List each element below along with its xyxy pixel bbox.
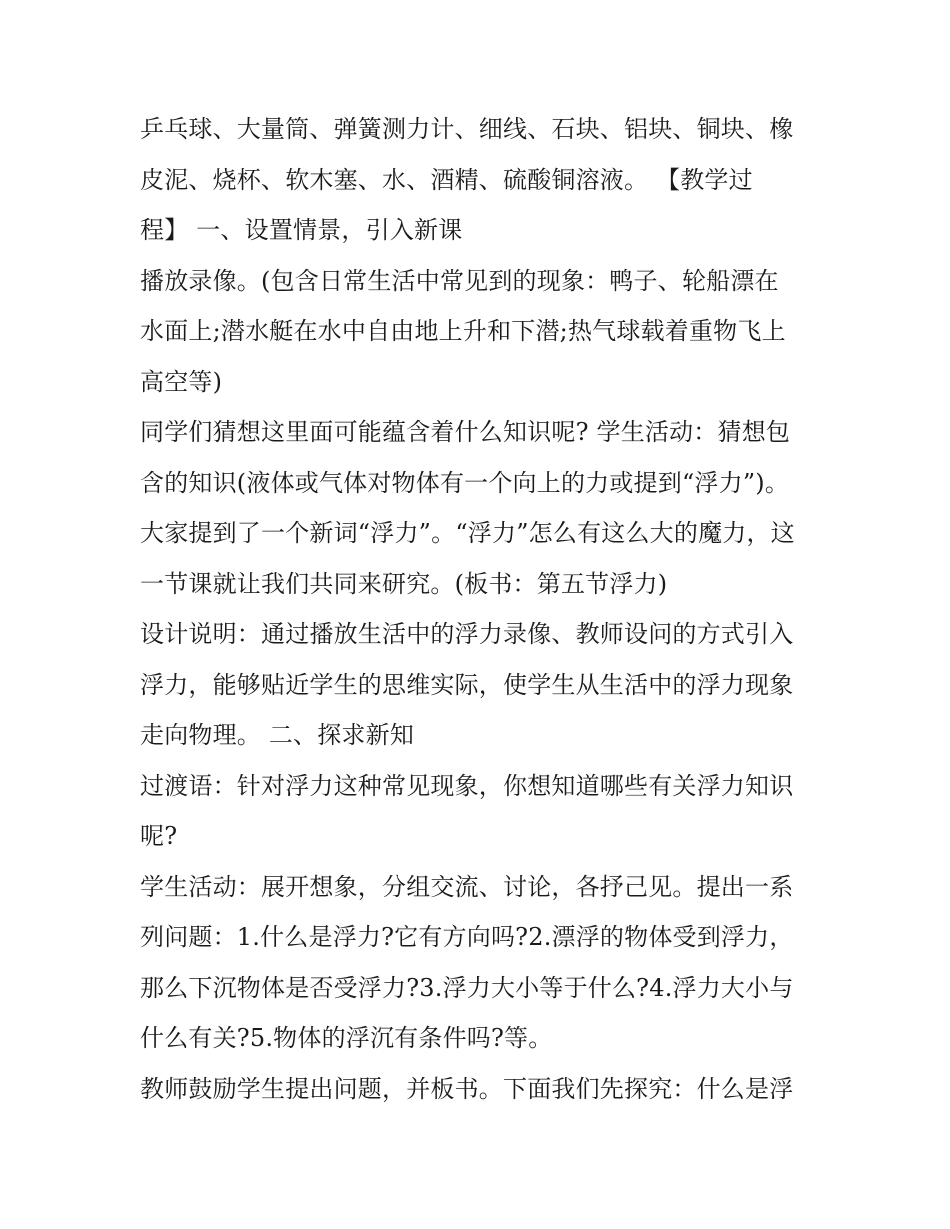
text-line: 什么有关?5.物体的浮沉有条件吗?等。 [140, 1024, 553, 1052]
text-line: 浮力，能够贴近学生的思维实际，使学生从生活中的浮力现象 [140, 670, 794, 699]
text-line: 同学们猜想这里面可能蕴含着什么知识呢? 学生活动：猜想包 [140, 418, 791, 446]
document-body [140, 104, 820, 1114]
text-line: 含的知识(液体或气体对物体有一个向上的力或提到“浮力”)。 [140, 468, 790, 497]
text-line: 设计说明：通过播放生活中的浮力录像、教师设问的方式引入 [140, 620, 794, 648]
text-line: 程】 一、设置情景，引入新课 [140, 216, 463, 244]
text-line: 过渡语：针对浮力这种常见现象，你想知道哪些有关浮力知识 [140, 771, 794, 800]
text-line: 列问题：1.什么是浮力?它有方向吗?2.漂浮的物体受到浮力， [140, 923, 794, 951]
text-line: 那么下沉物体是否受浮力?3.浮力大小等于什么?4.浮力大小与 [140, 973, 794, 1002]
text-line: 水面上;潜水艇在水中自由地上升和下潜;热气球载着重物飞上 [140, 317, 786, 345]
text-line: 一节课就让我们共同来研究。(板书：第五节浮力) [140, 569, 668, 598]
text-line: 学生活动：展开想象，分组交流、讨论，各抒己见。提出一系 [140, 872, 794, 901]
text-line: 走向物理。 二、探求新知 [140, 721, 415, 749]
text-line: 播放录像。(包含日常生活中常见到的现象：鸭子、轮船漂在 [140, 266, 779, 295]
text-line: 皮泥、烧杯、软木塞、水、酒精、硫酸铜溶液。 【教学过 [140, 165, 753, 194]
text-line: 高空等) [140, 367, 223, 396]
text-line: 大家提到了一个新词“浮力”。“浮力”怎么有这么大的魔力，这 [140, 519, 795, 547]
text-line: 呢? [140, 822, 178, 850]
text-line: 乒乓球、大量筒、弹簧测力计、细线、石块、铝块、铜块、橡 [140, 115, 794, 143]
text-line: 教师鼓励学生提出问题，并板书。下面我们先探究：什么是浮 [140, 1074, 794, 1103]
